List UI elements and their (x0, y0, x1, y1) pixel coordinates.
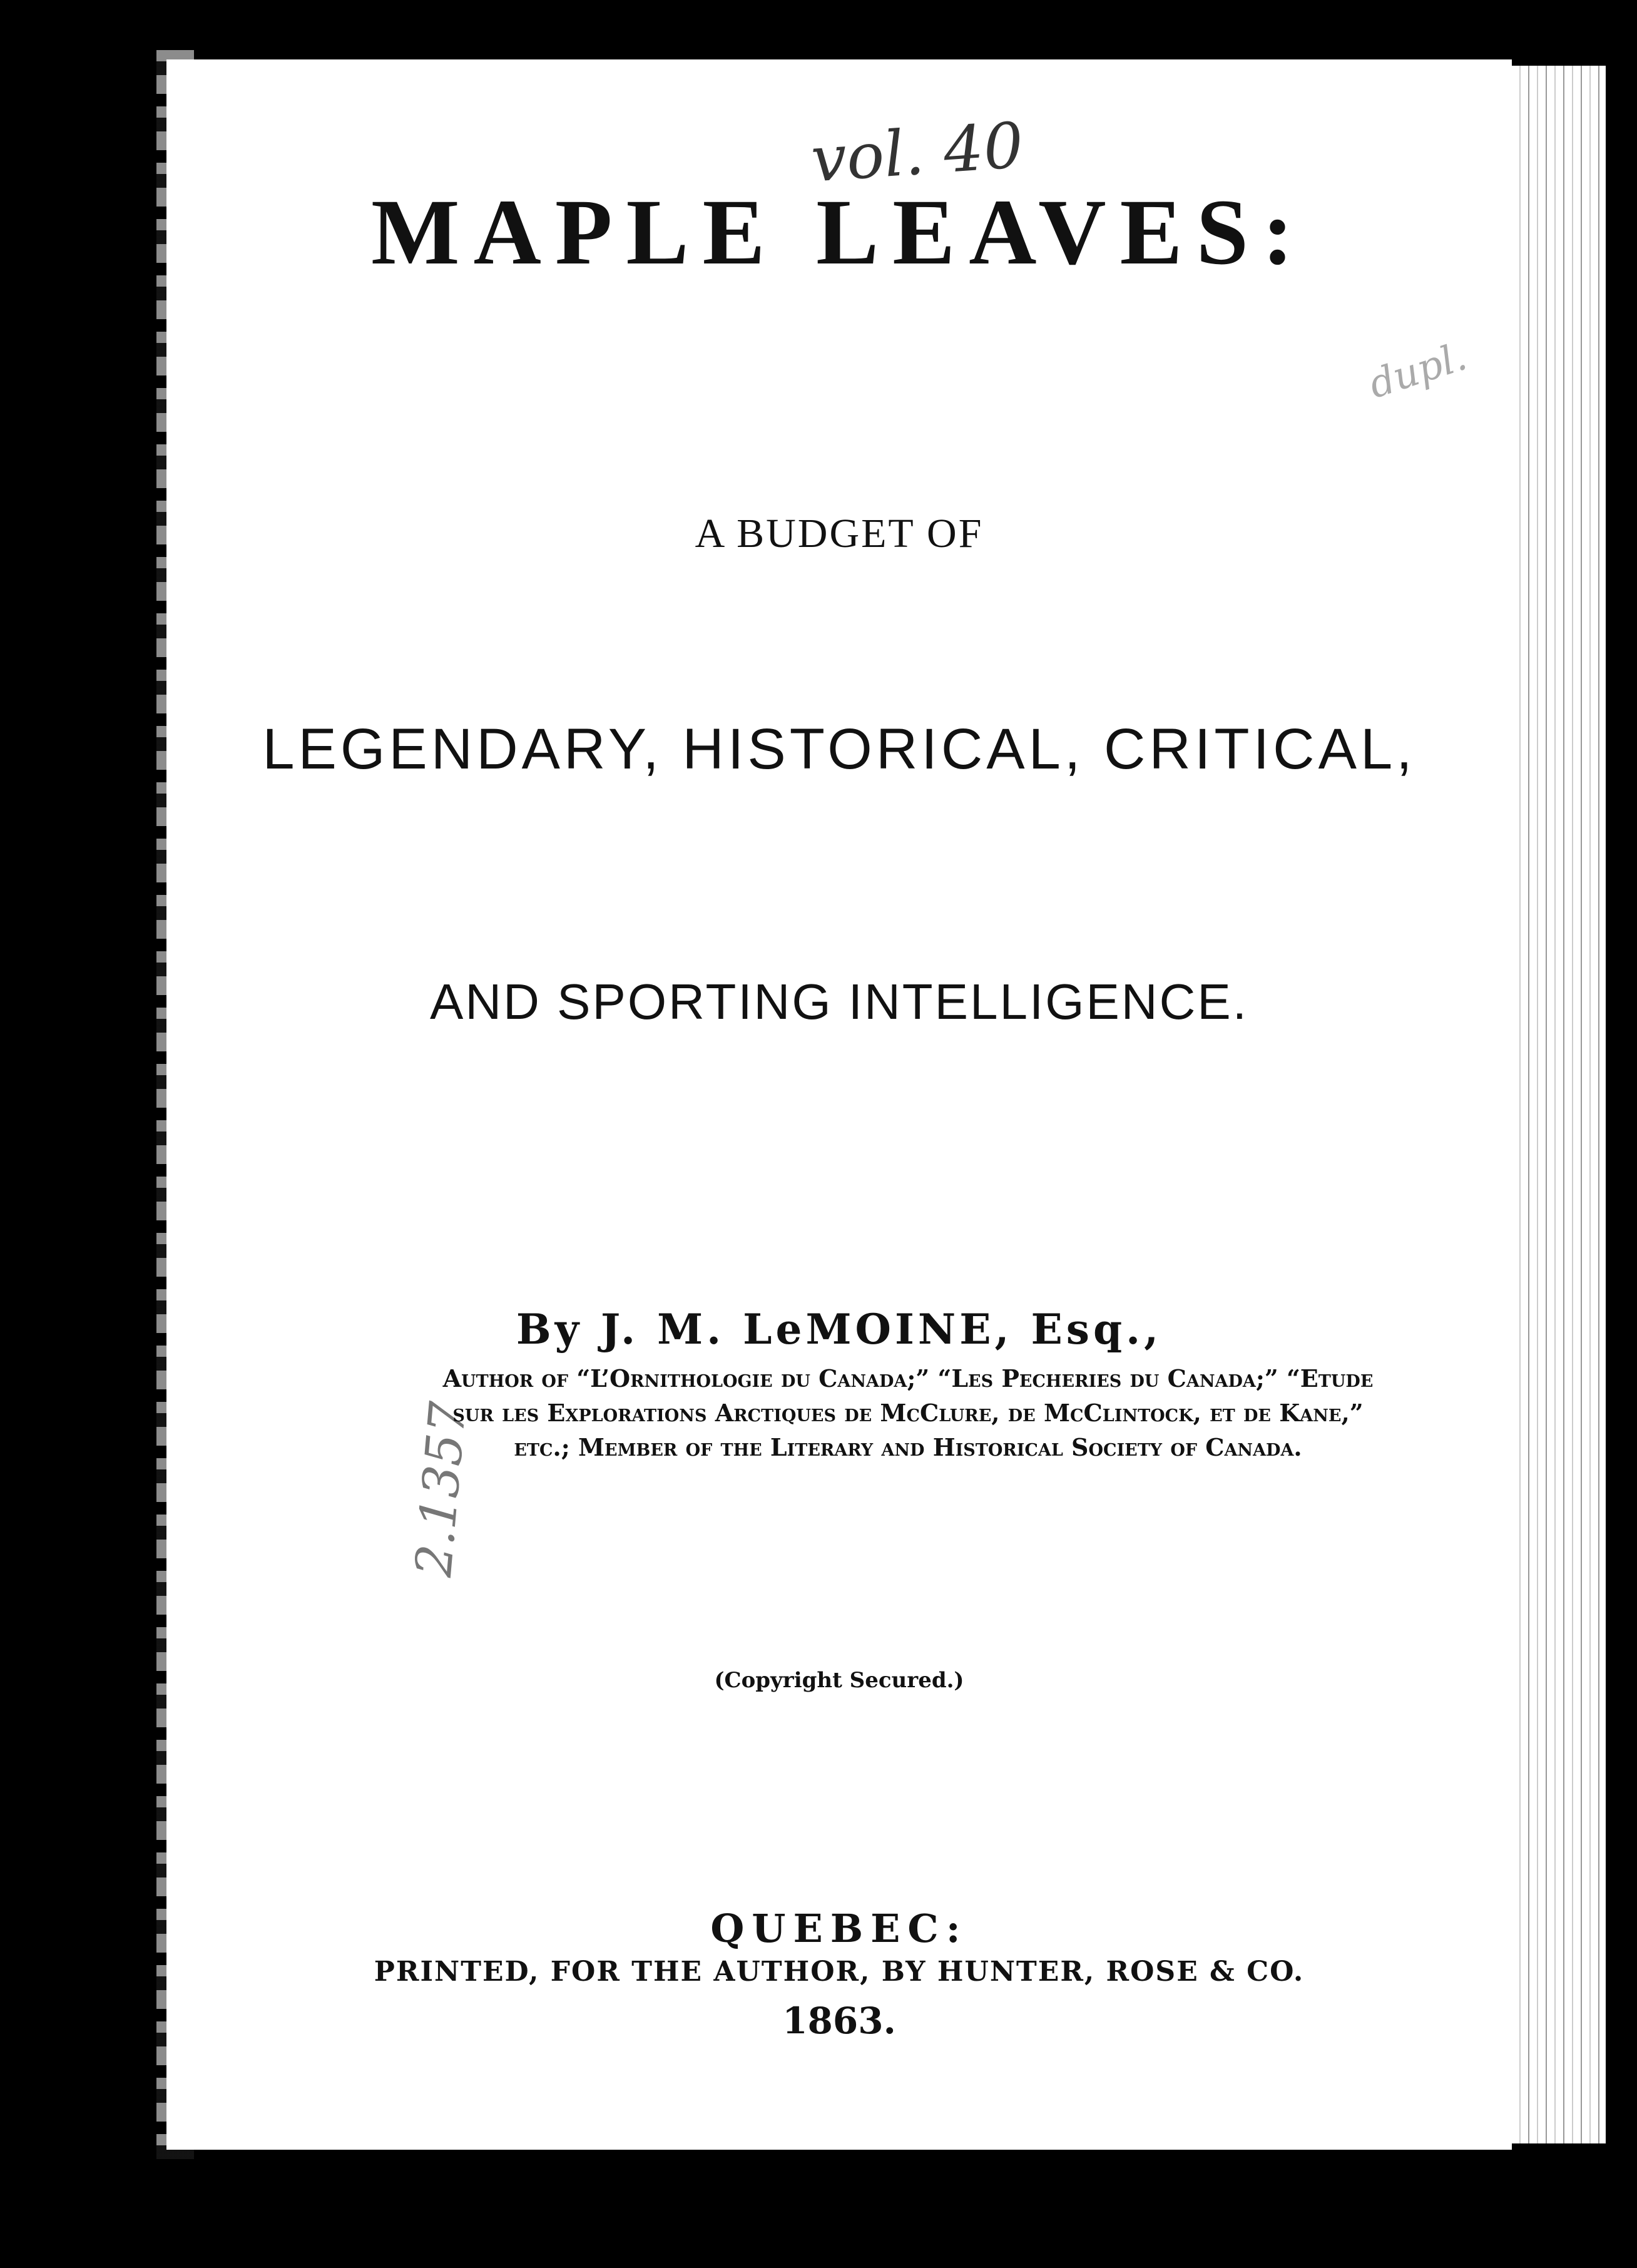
imprint-year: 1863. (782, 2000, 896, 2042)
author-byline: By J. M. LeMOINE, Esq., (516, 1305, 1163, 1354)
imprint-printer: PRINTED, FOR THE AUTHOR, BY HUNTER, ROSE & CO. (374, 1956, 1305, 1988)
handwritten-dupl-note: dupl. (1363, 333, 1472, 407)
handwritten-catalog-number: 2.1357 (404, 1399, 478, 1580)
book-title: MAPLE LEAVES: (371, 180, 1307, 284)
page-edges (1512, 66, 1606, 2143)
copyright-notice: (Copyright Secured.) (714, 1668, 964, 1693)
title-page (166, 59, 1512, 2150)
handwritten-volume-note: vol. 40 (808, 108, 1026, 197)
subtitle-line-1: A BUDGET OF (695, 511, 984, 556)
subtitle-line-3: AND SPORTING INTELLIGENCE. (430, 974, 1248, 1029)
imprint-city: QUEBEC: (710, 1906, 968, 1951)
subtitle-line-2: LEGENDARY, HISTORICAL, CRITICAL, (262, 717, 1416, 781)
author-credentials: Author of “L’Ornithologie du Canada;” “Les Pecheries du Canada;” “Etude sur les Explorations Arctiques de McClure, de McClintock, et de Kane,” etc.; Member of the Literary and Historical Society of Canada. (442, 1364, 1374, 1461)
